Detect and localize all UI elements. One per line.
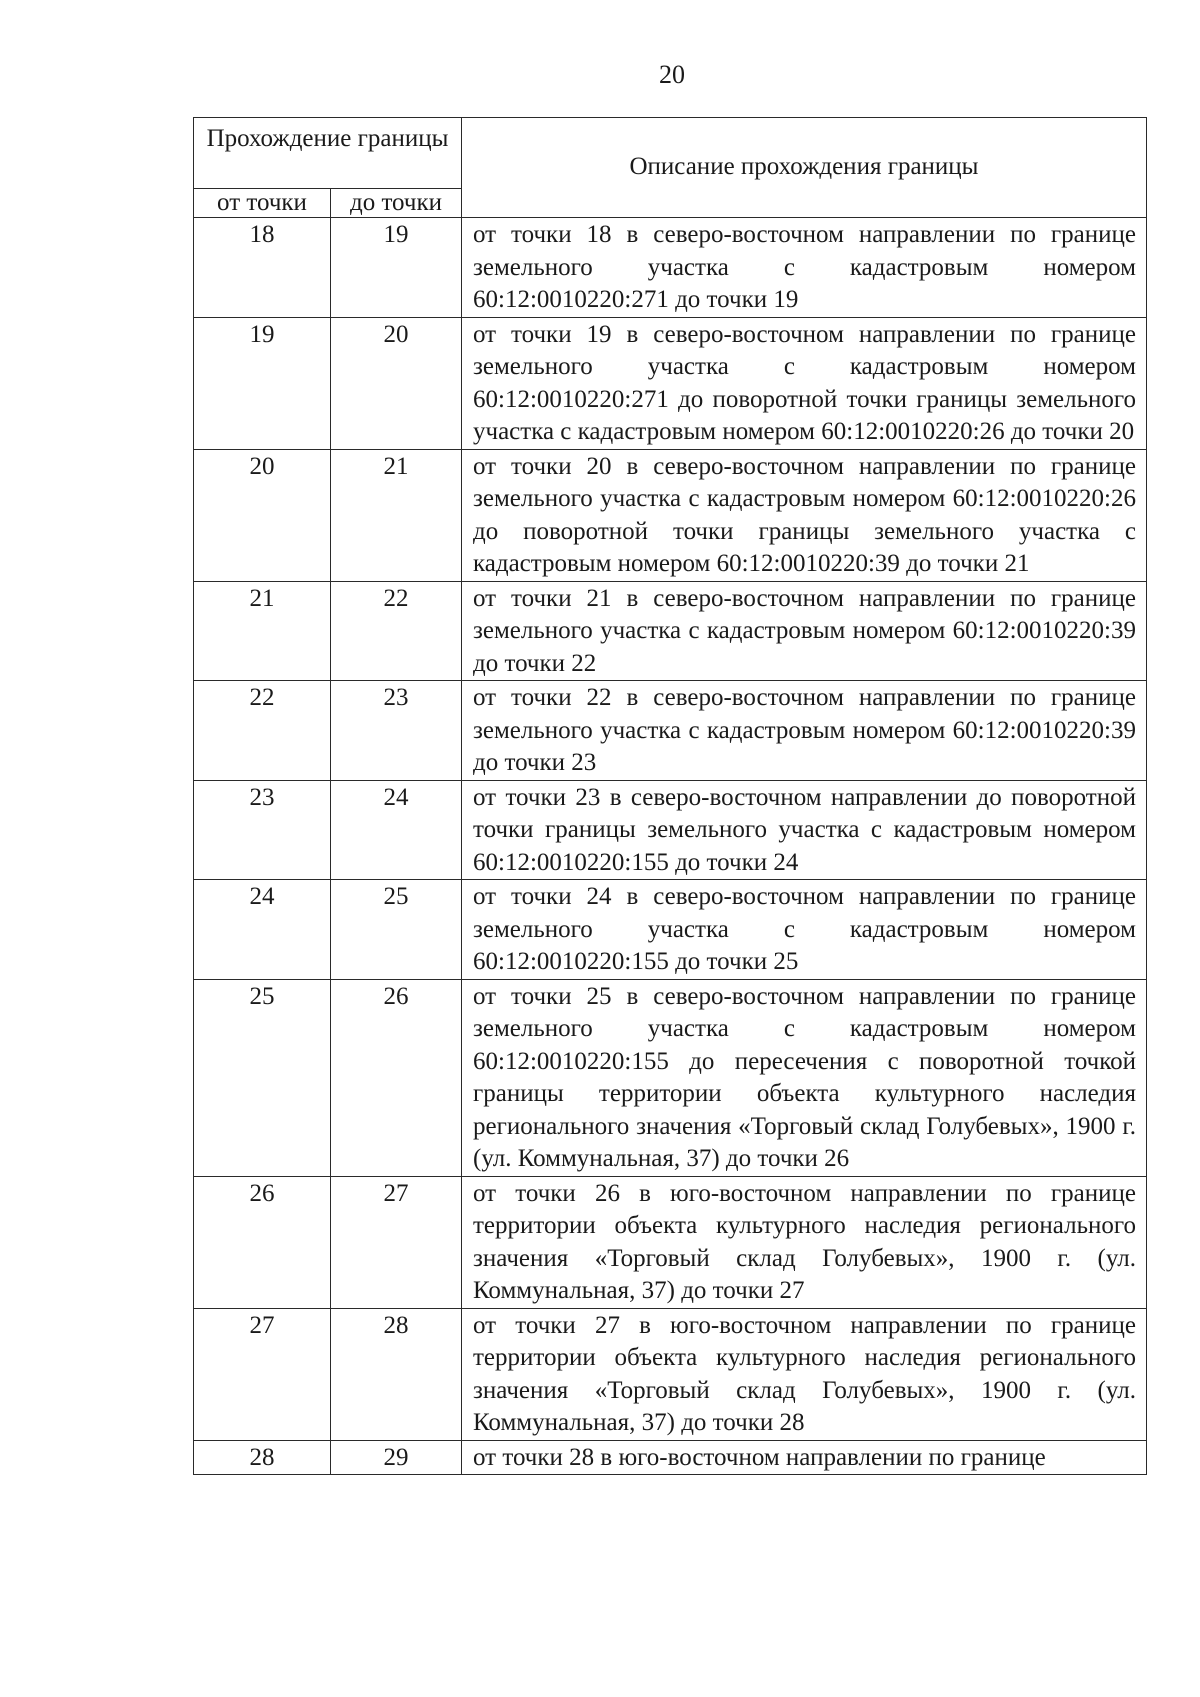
header-boundary-passage: Прохождение границы (194, 118, 462, 189)
from-point-cell: 25 (194, 979, 331, 1176)
to-point-cell: 22 (331, 581, 462, 681)
description-cell: от точки 25 в северо-восточном направлении по границе земельного участка с кадастровым номером 60:12:0010220:155 до пересечения с поворотной точкой границы территории объекта культурного наследия регионального значения «Торговый склад Голубевых», 1900 г. (ул. Коммунальная, 37) до точки 26 (462, 979, 1147, 1176)
to-point-cell: 24 (331, 780, 462, 880)
from-point-cell: 27 (194, 1308, 331, 1440)
table-row (194, 979, 1147, 1176)
header-to-point: до точки (331, 189, 462, 218)
description-cell: от точки 20 в северо-восточном направлении по границе земельного участка с кадастровым номером 60:12:0010220:26 до поворотной точки границы земельного участка с кадастровым номером 60:12:0010220:39 до точки 21 (462, 449, 1147, 581)
page-number: 20 (659, 60, 685, 89)
description-cell: от точки 21 в северо-восточном направлении по границе земельного участка с кадастровым номером 60:12:0010220:39 до точки 22 (462, 581, 1147, 681)
to-point-cell: 23 (331, 681, 462, 781)
table-row (194, 1176, 1147, 1308)
table-row (194, 681, 1147, 781)
boundary-table (193, 117, 1147, 1475)
from-point-cell: 28 (194, 1440, 331, 1475)
to-point-cell: 26 (331, 979, 462, 1176)
description-cell: от точки 18 в северо-восточном направлении по границе земельного участка с кадастровым номером 60:12:0010220:271 до точки 19 (462, 218, 1147, 318)
from-point-cell: 26 (194, 1176, 331, 1308)
from-point-cell: 20 (194, 449, 331, 581)
table-body (194, 218, 1147, 1475)
header-description: Описание прохождения границы (462, 118, 1147, 218)
from-point-cell: 22 (194, 681, 331, 781)
to-point-cell: 21 (331, 449, 462, 581)
to-point-cell: 20 (331, 317, 462, 449)
from-point-cell: 21 (194, 581, 331, 681)
from-point-cell: 23 (194, 780, 331, 880)
table-row (194, 581, 1147, 681)
description-cell: от точки 26 в юго-восточном направлении по границе территории объекта культурного наследия регионального значения «Торговый склад Голубевых», 1900 г. (ул. Коммунальная, 37) до точки 27 (462, 1176, 1147, 1308)
from-point-cell: 24 (194, 880, 331, 980)
to-point-cell: 29 (331, 1440, 462, 1475)
description-cell: от точки 19 в северо-восточном направлении по границе земельного участка с кадастровым номером 60:12:0010220:271 до поворотной точки границы земельного участка с кадастровым номером 60:12:0010220:26 до точки 20 (462, 317, 1147, 449)
to-point-cell: 25 (331, 880, 462, 980)
table-row (194, 317, 1147, 449)
table-row (194, 1308, 1147, 1440)
table-row (194, 218, 1147, 318)
description-cell: от точки 23 в северо-восточном направлении до поворотной точки границы земельного участка с кадастровым номером 60:12:0010220:155 до точки 24 (462, 780, 1147, 880)
from-point-cell: 19 (194, 317, 331, 449)
to-point-cell: 19 (331, 218, 462, 318)
description-cell: от точки 24 в северо-восточном направлении по границе земельного участка с кадастровым номером 60:12:0010220:155 до точки 25 (462, 880, 1147, 980)
to-point-cell: 27 (331, 1176, 462, 1308)
table-row (194, 880, 1147, 980)
header-from-point: от точки (194, 189, 331, 218)
to-point-cell: 28 (331, 1308, 462, 1440)
description-cell: от точки 27 в юго-восточном направлении по границе территории объекта культурного наследия регионального значения «Торговый склад Голубевых», 1900 г. (ул. Коммунальная, 37) до точки 28 (462, 1308, 1147, 1440)
from-point-cell: 18 (194, 218, 331, 318)
table-row (194, 1440, 1147, 1475)
table-row (194, 780, 1147, 880)
table-row (194, 449, 1147, 581)
description-cell: от точки 22 в северо-восточном направлении по границе земельного участка с кадастровым номером 60:12:0010220:39 до точки 23 (462, 681, 1147, 781)
description-cell: от точки 28 в юго-восточном направлении по границе (462, 1440, 1147, 1475)
